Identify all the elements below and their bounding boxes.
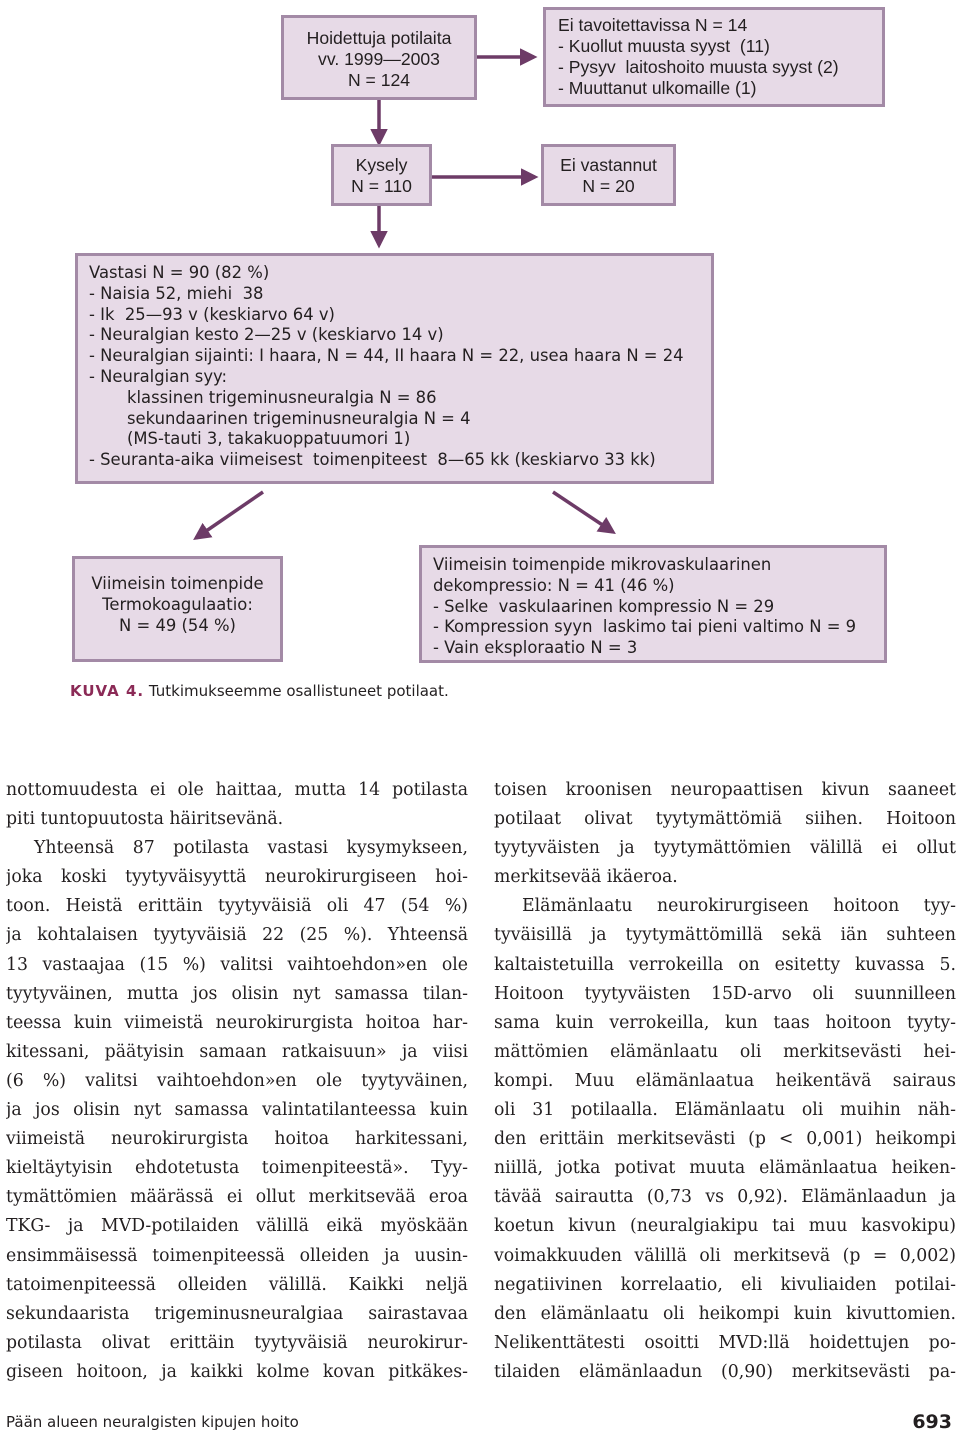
box-line: - Neuralgian syy: bbox=[89, 366, 228, 386]
body-line: viimeistä neurokirurgista hoitoa harkitessani, bbox=[6, 1129, 468, 1150]
body-line: den erittäin merkitsevästi (p < 0,001) heikompi bbox=[494, 1129, 956, 1150]
body-line: ja jos olisin nyt samassa valintatilanteessa kuin bbox=[6, 1100, 468, 1121]
body-line: Nelikenttätesti osoitti MVD:llä hoidettujen po- bbox=[494, 1332, 956, 1353]
box-line: - Neuralgian sijainti: I haara, N = 44, II haara N = 22, usea haara N = 24 bbox=[89, 346, 684, 366]
body-line: kitessani, päätyisin samaan ratkaisuun» ja viisi bbox=[6, 1041, 468, 1062]
body-line: koetun kivun (neuralgiakipu tai muu kasvokipu) bbox=[494, 1216, 956, 1237]
body-line: nottomuudesta ei ole haittaa, mutta 14 potilasta bbox=[6, 780, 468, 800]
box-line: N = 20 bbox=[582, 176, 635, 196]
body-line: giseen hoitoon, ja kaikki kolme kovan pitkäkes- bbox=[6, 1361, 468, 1382]
body-line: Hoitoon tyytyväisten 15D-arvo oli suunnilleen bbox=[494, 983, 956, 1004]
body-line: tilaiden elämänlaadun (0,90) merkitsevästi pa- bbox=[494, 1361, 956, 1382]
body-line: sama kuin verrokeilla, kun taas hoitoon tyyty- bbox=[494, 1012, 956, 1033]
mvd-box bbox=[419, 545, 887, 663]
body-line: TKG- ja MVD-potilaiden välillä eikä myöskään bbox=[6, 1216, 468, 1237]
arrow-to-thermo bbox=[196, 492, 263, 538]
box-line: - Kompression syyn laskimo tai pieni valtimo N = 9 bbox=[433, 617, 857, 637]
box-line: N = 110 bbox=[351, 176, 412, 196]
box-line: Vastasi N = 90 (82 %) bbox=[89, 263, 270, 282]
caption-text: Tutkimukseemme osallistuneet potilaat. bbox=[148, 682, 449, 700]
box-line: (MS-tauti 3, takakuoppatuumori 1) bbox=[127, 429, 411, 449]
box-line: Viimeisin toimenpide mikrovaskulaarinen bbox=[433, 555, 772, 574]
box-line: N = 124 bbox=[347, 70, 411, 90]
box-line: - Seuranta-aika viimeisest toimenpiteest 8—65 kk (keskiarvo 33 kk) bbox=[89, 450, 656, 470]
page-number: 693 bbox=[912, 1411, 952, 1433]
right-column bbox=[494, 776, 956, 1387]
body-line: kompi. Muu elämänlaatua heikentävä sairaus bbox=[494, 1070, 956, 1091]
box-line: vv. 1999—2003 bbox=[318, 49, 440, 69]
box-line: Ei tavoitettavissa N = 14 bbox=[558, 15, 748, 35]
body-line: tyväisillä ja tyytymättömillä sekä iän suhteen bbox=[494, 925, 956, 946]
box-line: sekundaarinen trigeminusneuralgia N = 4 bbox=[127, 408, 471, 428]
body-line: kaltaistetuilla verrokeilla on esitetty kuvassa 5. bbox=[494, 954, 956, 975]
box-line: - Selke vaskulaarinen kompressio N = 29 bbox=[433, 596, 775, 616]
box-line: Ei vastannut bbox=[560, 155, 657, 175]
box-line: Termokoagulaatio: bbox=[102, 594, 253, 614]
box-line: - Ik 25—93 v (keskiarvo 64 v) bbox=[89, 304, 335, 324]
body-line: potilaat olivat tyytymättömiä siihen. Hoitoon bbox=[494, 809, 956, 830]
box-line: - Naisia 52, miehi 38 bbox=[89, 283, 264, 303]
box-line: - Muuttanut ulkomaille (1) bbox=[558, 78, 757, 98]
unreachable-box bbox=[543, 7, 885, 107]
body-line: tyytyväinen, mutta jos olisin nyt samassa tilan- bbox=[6, 983, 468, 1004]
box-line: Hoidettuja potilaita bbox=[306, 28, 452, 48]
box-line: Viimeisin toimenpide bbox=[91, 574, 264, 593]
body-line: tatoimenpiteessä olleiden välillä. Kaikki neljä bbox=[6, 1274, 468, 1295]
responded-box bbox=[75, 253, 714, 484]
body-line: tävää sairautta (0,73 vs 0,92). Elämänlaadun ja bbox=[494, 1187, 956, 1208]
body-line: potilasta olivat erittäin tyytyväisiä neurokirur- bbox=[6, 1332, 468, 1353]
body-line: (6 %) valitsi vaihtoehdon»en ole tyytyväinen, bbox=[6, 1070, 468, 1091]
figure-caption bbox=[70, 682, 449, 700]
survey-box bbox=[331, 144, 432, 206]
running-footer-title: Pään alueen neuralgisten kipujen hoito bbox=[6, 1413, 299, 1431]
box-line: - Kuollut muusta syyst (11) bbox=[558, 36, 770, 56]
body-line: ensimmäisessä toimenpiteessä olleiden ja uusin- bbox=[6, 1245, 468, 1266]
box-line: N = 49 (54 %) bbox=[119, 615, 236, 635]
box-line: - Pysyv laitoshoito muusta syyst (2) bbox=[558, 57, 839, 77]
box-line: - Vain eksploraatio N = 3 bbox=[433, 638, 638, 658]
body-line: ja kohtalaisen tyytyväisiä 22 (25 %). Yhteensä bbox=[6, 925, 468, 946]
body-line: negatiivinen korrelaatio, eli kivuliaiden potilai- bbox=[494, 1274, 956, 1295]
body-line: sekundaarista trigeminusneuralgiaa sairastavaa bbox=[6, 1303, 468, 1324]
no-answer-box bbox=[541, 144, 676, 206]
body-line: voimakkuuden välillä oli merkitsevä (p = 0,002) bbox=[494, 1245, 956, 1266]
body-line: merkitsevää ikäeroa. bbox=[494, 867, 678, 888]
body-line: kieltäytyisin ehdotetusta toimenpiteestä». Tyy- bbox=[6, 1158, 468, 1179]
treated-patients-box bbox=[281, 15, 477, 100]
box-line: - Neuralgian kesto 2—25 v (keskiarvo 14 v) bbox=[89, 325, 444, 345]
thermocoagulation-box bbox=[72, 556, 283, 662]
left-column bbox=[6, 776, 468, 1387]
body-line: den elämänlaatu oli heikompi kuin kivuttomien. bbox=[494, 1303, 956, 1324]
box-line: Kysely bbox=[355, 155, 408, 175]
body-line: Yhteensä 87 potilasta vastasi kysymykseen, bbox=[34, 838, 468, 859]
arrow-to-mvd bbox=[553, 492, 613, 532]
body-line: toisen kroonisen neuropaattisen kivun saaneet bbox=[494, 780, 956, 800]
caption-label: KUVA 4. bbox=[70, 682, 145, 700]
box-line: dekompressio: N = 41 (46 %) bbox=[433, 575, 675, 595]
body-line: oli 31 potilaalla. Elämänlaatu oli muihin näh- bbox=[494, 1100, 956, 1121]
body-line: joka koski tyytyväisyyttä neurokirurgiseen hoi- bbox=[6, 867, 468, 888]
body-line: Elämänlaatu neurokirurgiseen hoitoon tyy- bbox=[522, 896, 956, 917]
body-line: tymättömien määrässä ei ollut merkitsevää eroa bbox=[6, 1187, 468, 1208]
body-line: mättömien elämänlaatu oli merkitsevästi hei- bbox=[494, 1041, 956, 1062]
box-line: klassinen trigeminusneuralgia N = 86 bbox=[127, 387, 437, 407]
body-line: tyytyväisten ja tyytymättömien välillä ei ollut bbox=[494, 838, 956, 859]
body-line: teessa kuin viimeistä neurokirurgista hoitoa har- bbox=[6, 1012, 468, 1033]
body-line: toon. Heistä erittäin tyytyväisiä oli 47 (54 %) bbox=[6, 896, 468, 917]
body-line: niillä, jotka potivat muuta elämänlaatua heiken- bbox=[494, 1158, 956, 1179]
body-line: 13 vastaajaa (15 %) valitsi vaihtoehdon»en ole bbox=[6, 954, 468, 975]
body-line: piti tuntopuutosta häiritsevänä. bbox=[6, 809, 284, 830]
